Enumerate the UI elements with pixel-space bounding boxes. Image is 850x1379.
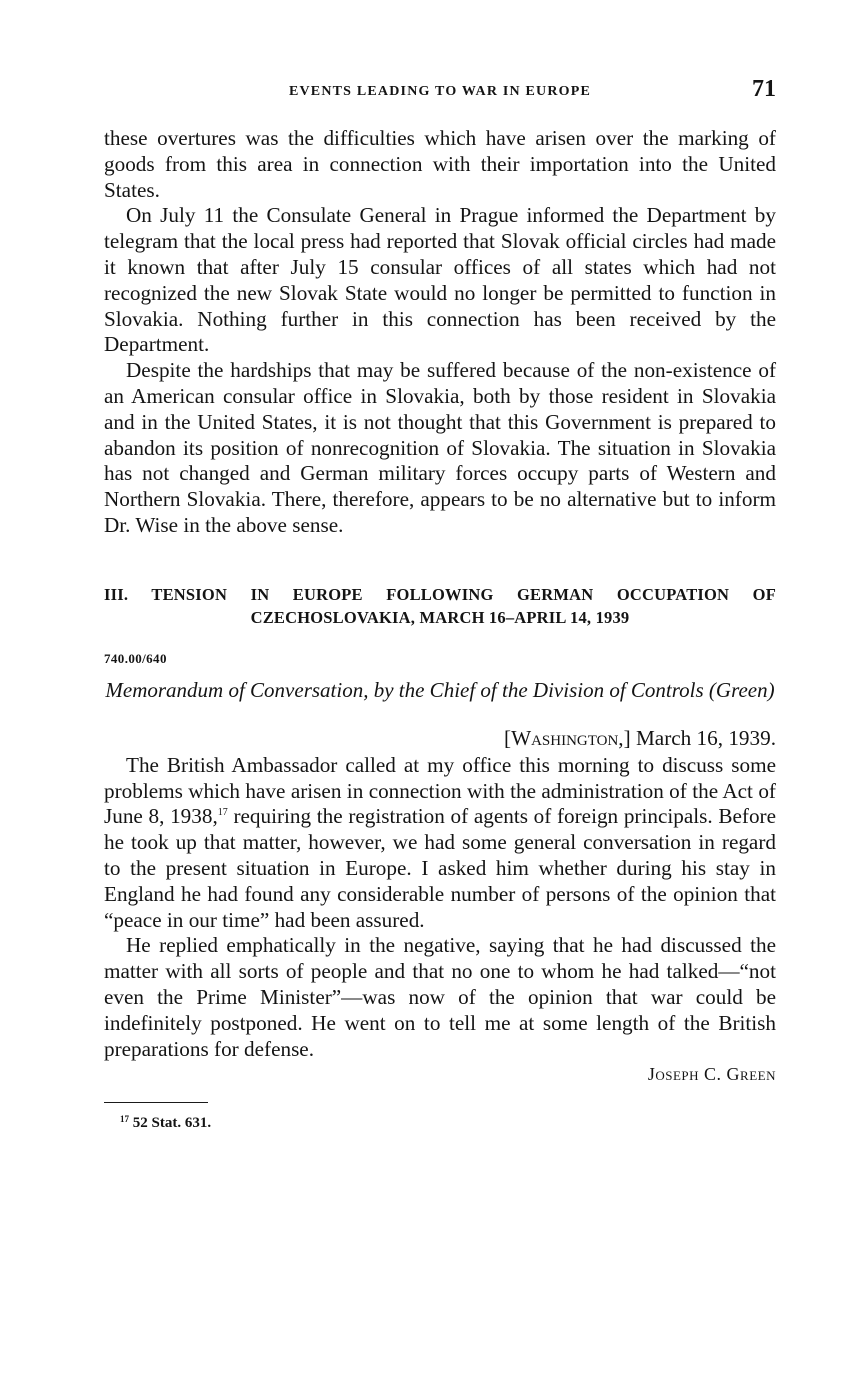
running-header: [104, 76, 776, 108]
intro-paragraph-3: Despite the hardships that may be suffered because of the non-existence of an American consular office in Slovakia, both by those resident in Slovakia and in the United States, it is not thought that this Government is prepared to abandon its position of nonrecognition of Slovakia. The situation in Slovakia has not changed and German military forces occupy parts of Western and Northern Slovakia. There, therefore, appears to be no alternative but to inform Dr. Wise in the above sense.: [104, 358, 776, 537]
signature: Joseph C. Green: [647, 1064, 776, 1085]
dateline-date: March 16, 1939.: [635, 725, 776, 750]
memo-paragraph-1-start: The British Ambassador called at my office this morning to discuss some problems which have arisen in connection with the administration of the Act of June 8, 1938,: [104, 752, 776, 829]
intro-paragraph-2: On July 11 the Consulate General in Prague informed the Department by telegram that the local press had reported that Slovak official circles had made it known that after July 15 consular offices of all states which had not recognized the new Slovak State would no longer be permitted to function in Slovakia. Nothing further in this connection has been received by the Department.: [104, 203, 776, 357]
section-heading: III. TENSION IN EUROPE FOLLOWING GERMAN OCCUPATION OF CZECHOSLOVAKIA, MARCH 16–APRIL 14, 1939: [104, 584, 776, 627]
footnote-divider: [104, 1102, 208, 1103]
footnote-text: 52 Stat. 631.: [129, 1115, 212, 1132]
document-page: [104, 76, 776, 1132]
footnote: [120, 1115, 776, 1132]
memo-paragraph-1: [104, 753, 776, 934]
memo-paragraph-2: He replied emphatically in the negative, saying that he had discussed the matter with all sorts of people and that no one to whom he had talked—“not even the Prime Minister”—was now of the opinion that war could be indefinitely postponed. He went on to tell me at some length of the British preparations for defense.: [104, 933, 776, 1061]
running-title: EVENTS LEADING TO WAR IN EUROPE: [288, 84, 592, 99]
dateline-place: [Washington,]: [504, 725, 631, 750]
file-number: 740.00/640: [104, 650, 167, 666]
memo-paragraph-1-end: requiring the registration of agents of foreign principals. Before he took up that matter, however, we had some general conversation in regard to the present situation in Europe. I asked him whether during his stay in England he had found any considerable number of persons of the opinion that “peace in our time” had been assured.: [104, 804, 776, 932]
intro-paragraph-1: these overtures was the difficulties which have arisen over the marking of goods from this area in connection with their importation into the United States.: [104, 126, 776, 202]
memo-title: Memorandum of Conversation, by the Chief of the Division of Controls (Green): [105, 677, 775, 702]
page-number: 71: [752, 76, 776, 102]
dateline: [104, 725, 776, 751]
footnote-marker: 17: [120, 1114, 129, 1125]
footnote-reference: 17: [217, 807, 228, 819]
